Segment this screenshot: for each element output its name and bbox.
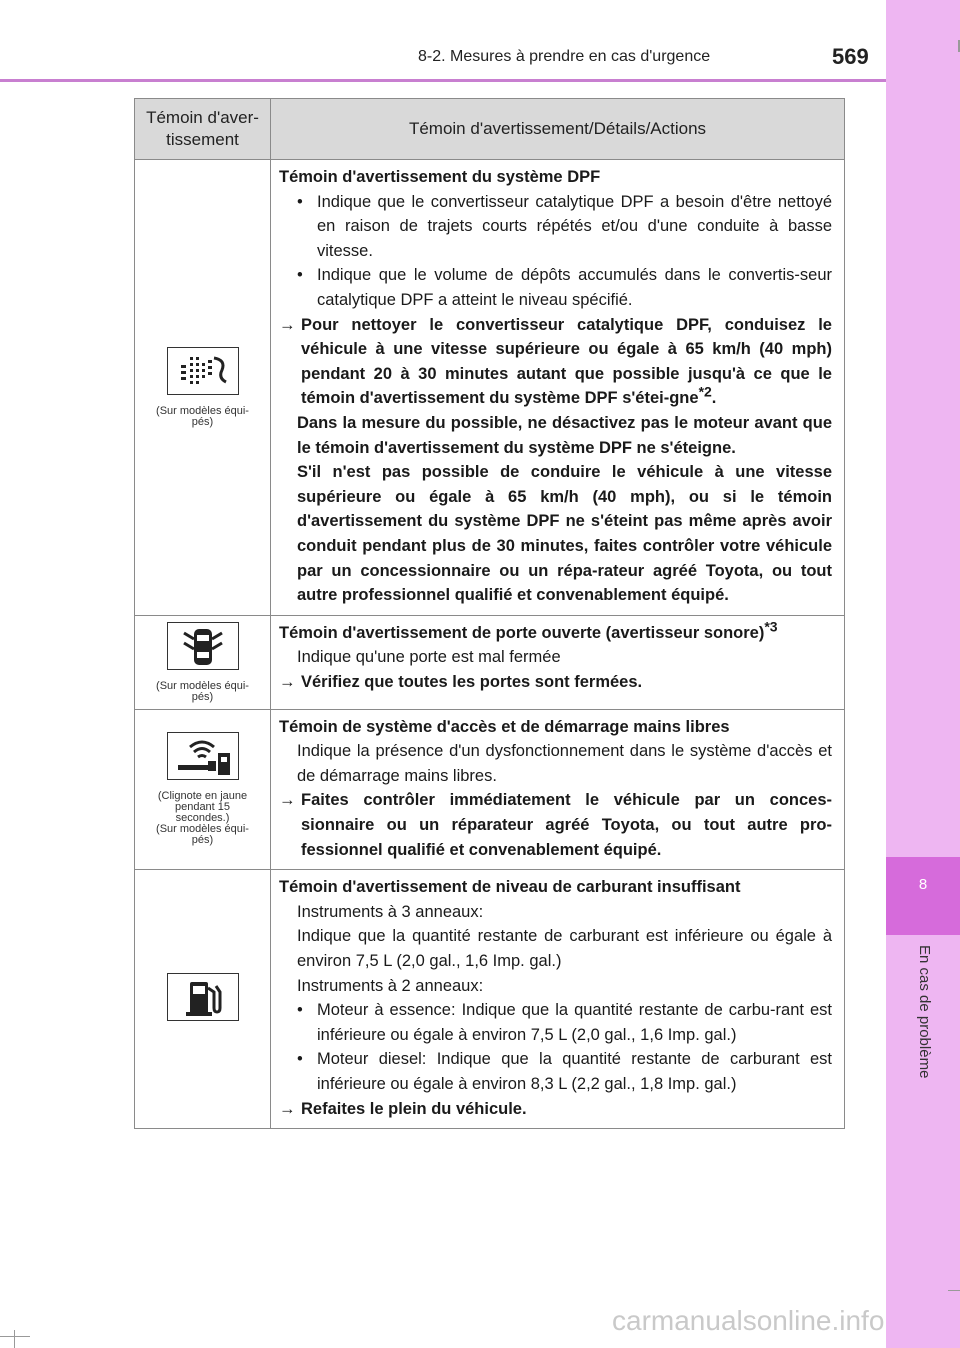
crop-mark xyxy=(948,1290,960,1291)
fuel-pump-icon xyxy=(167,973,239,1021)
chapter-tab-active xyxy=(886,857,960,935)
action-instruction: → Vérifiez que toutes les portes sont fermées. xyxy=(279,670,832,695)
smart-key-icon xyxy=(167,732,239,780)
table-row xyxy=(135,160,845,616)
page-number: 569 xyxy=(832,44,869,69)
header-warning-light: Témoin d'aver- tissement xyxy=(135,99,271,160)
table-header-row xyxy=(135,99,845,160)
description-cell xyxy=(271,709,845,870)
chapter-number: 8 xyxy=(918,876,928,893)
crop-mark xyxy=(0,1336,30,1337)
action-instruction: → Faites contrôler immédiatement le véhicule par un conces-sionnaire ou un réparateur agréé Toyota, ou tout autre pro-fessionnel qualifié et convenablement équipé. xyxy=(279,788,832,862)
table-row xyxy=(135,870,845,1129)
row-detail: Instruments à 2 anneaux: xyxy=(297,976,484,995)
table-row xyxy=(135,615,845,709)
row-detail: Indique qu'une porte est mal fermée xyxy=(297,648,561,667)
footnote-ref: *2 xyxy=(698,383,712,400)
icon-note: (Sur modèles équi- pés) xyxy=(156,679,249,703)
warning-lights-table xyxy=(134,98,845,1129)
action-paragraph: Dans la mesure du possible, ne désactivez pas le moteur avant que le témoin d'avertissement du système DPF ne s'éteigne. xyxy=(297,413,832,457)
icon-note: (Sur modèles équi- pés) xyxy=(156,404,249,428)
row-detail: Instruments à 3 anneaux: xyxy=(297,902,484,921)
description-cell xyxy=(271,160,845,616)
chapter-tab xyxy=(886,0,960,1348)
arrow-icon: → xyxy=(279,672,296,691)
dpf-warning-icon xyxy=(167,347,239,395)
row-title: Témoin de système d'accès et de démarrage mains libres xyxy=(279,717,730,736)
description-cell xyxy=(271,615,845,709)
list-item: • Moteur à essence: Indique que la quantité restante de carbu-rant est inférieure ou égale à environ 7,5 L (2,0 gal., 1,6 Imp. gal.) xyxy=(279,998,832,1047)
icon-cell xyxy=(135,870,271,1129)
header-details-actions: Témoin d'avertissement/Détails/Actions xyxy=(271,99,845,160)
list-item: • Indique que le volume de dépôts accumulés dans le convertis-seur catalytique DPF a atteint le niveau spécifié. xyxy=(279,263,832,312)
row-detail: Indique la présence d'un dysfonctionnement dans le système d'accès et de démarrage mains libres. xyxy=(297,742,832,785)
open-door-icon xyxy=(167,622,239,670)
action-instruction: → Pour nettoyer le convertisseur catalytique DPF, conduisez le véhicule à une vitesse supérieure ou égale à 65 km/h (40 mph) pendant 20 à 30 minutes autant que possible jusqu'à ce que le témoin d'avertissement du système DPF s'étei-gne$^{*2}$. xyxy=(279,313,832,411)
arrow-icon: → xyxy=(279,315,296,334)
watermark: carmanualsonline.info xyxy=(612,1305,885,1336)
row-title: Témoin d'avertissement du système DPF xyxy=(279,168,601,186)
crop-mark xyxy=(14,1330,15,1348)
action-paragraph: S'il n'est pas possible de conduire le véhicule à une vitesse supérieure ou égale à 65 km/h (40 mph), ou si le témoin d'avertissement du système DPF ne s'éteint pas même après avoir conduit pendant plus de 30 minutes, faites contrôler votre véhicule par un concessionnaire ou un répa-rateur agréé Toyota, ou tout autre professionnel qualifié et convenablement équipé. xyxy=(297,463,832,605)
row-title: Témoin d'avertissement de porte ouverte (avertisseur sonore)$^{*3}$ xyxy=(279,618,778,642)
footnote-ref: *3 xyxy=(764,618,778,635)
table-row xyxy=(135,709,845,870)
list-item: • Moteur diesel: Indique que la quantité restante de carburant est inférieure ou égale à environ 8,3 L (2,2 gal., 1,8 Imp. gal.) xyxy=(279,1047,832,1096)
arrow-icon: → xyxy=(279,1099,296,1118)
action-instruction: → Refaites le plein du véhicule. xyxy=(279,1097,832,1122)
header-rule xyxy=(0,79,886,82)
row-detail: Indique que la quantité restante de carburant est inférieure ou égale à environ 7,5 L (2,0 gal., 1,6 Imp. gal.) xyxy=(297,927,832,971)
list-item: • Indique que le convertisseur catalytique DPF a besoin d'être nettoyé en raison de trajets courts répétés et/ou d'une conduite à basse vitesse. xyxy=(279,190,832,264)
arrow-icon: → xyxy=(279,791,296,810)
icon-note: (Clignote en jaune pendant 15 secondes.) (Sur modèles équi- pés) xyxy=(156,790,249,847)
description-cell xyxy=(271,870,845,1129)
chapter-label: En cas de problème xyxy=(916,945,933,1079)
icon-cell xyxy=(135,615,271,709)
icon-cell xyxy=(135,160,271,616)
row-title: Témoin d'avertissement de niveau de carburant insuffisant xyxy=(279,878,741,897)
icon-cell xyxy=(135,709,271,870)
section-title: 8-2. Mesures à prendre en cas d'urgence xyxy=(418,48,711,65)
